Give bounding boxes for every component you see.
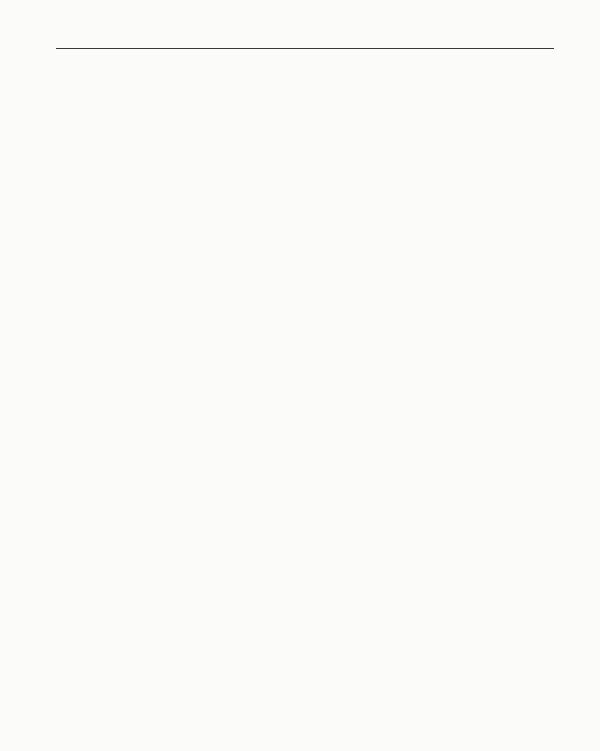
article-left-column [60,519,298,525]
previous-article-right-column [308,60,556,68]
header-rule [56,48,554,49]
